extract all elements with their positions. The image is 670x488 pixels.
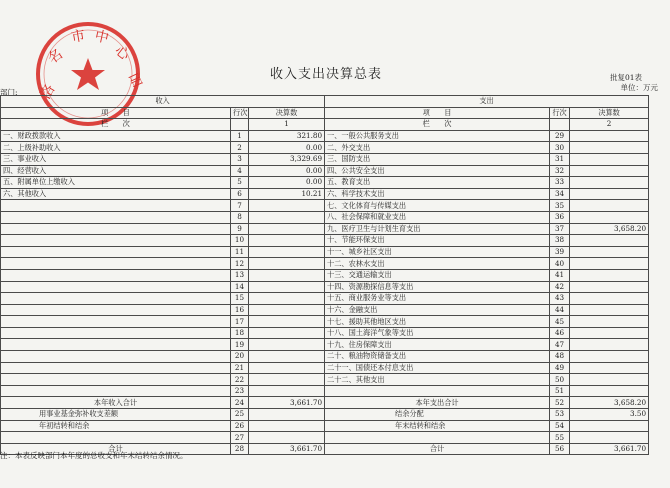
table-row (1, 351, 649, 363)
income-item-cell (1, 258, 231, 270)
income-row-number: 12 (231, 258, 249, 270)
expense-item-cell (325, 432, 550, 444)
table-row (1, 246, 649, 258)
income-item-cell (1, 223, 231, 235)
income-item-cell (1, 432, 231, 444)
expense-col-index: 2 (570, 119, 649, 131)
expense-row-number: 43 (550, 293, 570, 305)
expense-row-number: 48 (550, 351, 570, 363)
expense-amount-cell (570, 258, 649, 270)
income-row-number: 15 (231, 293, 249, 305)
income-row-number: 3 (231, 153, 249, 165)
income-amount-cell (249, 304, 325, 316)
income-row-number: 28 (231, 443, 249, 455)
expense-row-number: 52 (550, 397, 570, 409)
income-row-number: 22 (231, 374, 249, 386)
expense-row-number: 35 (550, 200, 570, 212)
svg-text:市: 市 (69, 27, 87, 46)
table-row (1, 142, 649, 154)
expense-row-number: 34 (550, 188, 570, 200)
income-row-number: 6 (231, 188, 249, 200)
income-row-number: 14 (231, 281, 249, 293)
expense-amount-cell (570, 235, 649, 247)
expense-amount-cell (570, 188, 649, 200)
form-code: 批复01表 (609, 73, 642, 82)
expense-item-cell: 二十二、其他支出 (325, 374, 550, 386)
expense-row-number: 51 (550, 385, 570, 397)
expense-row-number: 32 (550, 165, 570, 177)
expense-row-number: 44 (550, 304, 570, 316)
expense-amount-cell: 3,658.20 (570, 223, 649, 235)
income-amount-cell (249, 293, 325, 305)
expense-item-cell (325, 385, 550, 397)
table-row (1, 165, 649, 177)
expense-amount-cell (570, 281, 649, 293)
expense-amount-cell (570, 200, 649, 212)
income-row-number: 19 (231, 339, 249, 351)
expense-row-number: 50 (550, 374, 570, 386)
income-row-number: 10 (231, 235, 249, 247)
expense-item-cell: 本年支出合计 (325, 397, 550, 409)
table-row (1, 327, 649, 339)
expense-item-cell: 十八、国土海洋气象等支出 (325, 327, 550, 339)
expense-amount-cell: 3,658.20 (570, 397, 649, 409)
income-item-cell (1, 235, 231, 247)
expense-amount-cell (570, 246, 649, 258)
income-amount-cell (249, 235, 325, 247)
income-amount-cell: 0.00 (249, 177, 325, 189)
income-item-cell (1, 374, 231, 386)
income-row-header: 行次 (231, 107, 249, 119)
svg-text:洛: 洛 (37, 81, 59, 102)
expense-item-cell: 六、科学技术支出 (325, 188, 550, 200)
table-row (1, 200, 649, 212)
income-amount-cell (249, 420, 325, 432)
income-item-cell (1, 304, 231, 316)
column-header-row (1, 107, 649, 119)
table-row (1, 374, 649, 386)
income-row-number: 20 (231, 351, 249, 363)
income-amount-cell (249, 362, 325, 374)
income-row-number: 8 (231, 211, 249, 223)
total-row (1, 397, 649, 409)
income-item-cell: 本年收入合计 (1, 397, 231, 409)
income-item-cell (1, 246, 231, 258)
income-amount-cell: 0.00 (249, 142, 325, 154)
income-amount-cell (249, 246, 325, 258)
table-row (1, 316, 649, 328)
income-row-number: 7 (231, 200, 249, 212)
expense-row-number: 38 (550, 235, 570, 247)
expense-row-number: 41 (550, 269, 570, 281)
table-row (1, 385, 649, 397)
expense-item-cell: 十三、交通运输支出 (325, 269, 550, 281)
expense-row-number: 56 (550, 443, 570, 455)
total-row (1, 420, 649, 432)
income-item-cell: 一、财政拨款收入 (1, 130, 231, 142)
income-amount-cell (249, 200, 325, 212)
income-row-number: 18 (231, 327, 249, 339)
income-item-cell: 年初结转和结余 (1, 420, 231, 432)
income-item-cell: 合计 (1, 443, 231, 455)
expense-row-number: 45 (550, 316, 570, 328)
expense-amount-cell (570, 327, 649, 339)
income-amount-header: 决算数 (249, 107, 325, 119)
expense-amount-cell (570, 316, 649, 328)
expense-amount-cell (570, 432, 649, 444)
income-row-number: 5 (231, 177, 249, 189)
income-row-number: 24 (231, 397, 249, 409)
income-item-cell (1, 200, 231, 212)
income-amount-cell (249, 211, 325, 223)
svg-text:心: 心 (111, 42, 133, 64)
expense-amount-cell (570, 374, 649, 386)
income-item-cell (1, 327, 231, 339)
table-row (1, 269, 649, 281)
expense-amount-cell (570, 165, 649, 177)
income-amount-cell: 3,661.70 (249, 397, 325, 409)
table-row (1, 281, 649, 293)
svg-text:名: 名 (45, 46, 66, 68)
income-item-cell: 用事业基金弥补收支差额 (1, 409, 231, 421)
expense-item-cell: 二十一、国债还本付息支出 (325, 362, 550, 374)
income-amount-cell (249, 374, 325, 386)
expense-item-header: 项 目 (325, 107, 550, 119)
svg-text:中: 中 (93, 28, 111, 47)
expense-item-cell: 十六、金融支出 (325, 304, 550, 316)
income-amount-cell (249, 258, 325, 270)
income-row-number: 26 (231, 420, 249, 432)
expense-amount-cell (570, 293, 649, 305)
expense-row-number: 30 (550, 142, 570, 154)
expense-item-cell: 十、节能环保支出 (325, 235, 550, 247)
expense-item-cell: 二十、粮油物资储备支出 (325, 351, 550, 363)
expense-item-cell: 二、外交支出 (325, 142, 550, 154)
section-header-row (1, 96, 649, 108)
income-item-cell: 四、经营收入 (1, 165, 231, 177)
income-amount-cell (249, 281, 325, 293)
income-amount-cell (249, 409, 325, 421)
expense-item-cell: 十五、商业服务业等支出 (325, 293, 550, 305)
expense-amount-cell (570, 304, 649, 316)
expense-col-label: 栏 次 (325, 119, 550, 131)
expense-amount-cell (570, 339, 649, 351)
expense-amount-cell (570, 142, 649, 154)
expense-row-number: 49 (550, 362, 570, 374)
expense-row-number: 29 (550, 130, 570, 142)
expense-item-cell: 一、一般公共服务支出 (325, 130, 550, 142)
income-item-cell: 二、上级补助收入 (1, 142, 231, 154)
expense-row-number: 46 (550, 327, 570, 339)
expense-amount-cell (570, 269, 649, 281)
income-row-number: 21 (231, 362, 249, 374)
table-row (1, 153, 649, 165)
expense-amount-cell: 3.50 (570, 409, 649, 421)
table-row (1, 188, 649, 200)
expense-item-cell: 年末结转和结余 (325, 420, 550, 432)
expense-item-cell: 结余分配 (325, 409, 550, 421)
expense-amount-cell (570, 153, 649, 165)
income-amount-cell (249, 316, 325, 328)
expense-amount-cell (570, 385, 649, 397)
expense-item-cell: 十四、资源勘探信息等支出 (325, 281, 550, 293)
income-item-cell (1, 269, 231, 281)
income-item-header: 项 目 (1, 107, 231, 119)
income-header: 收入 (1, 96, 325, 108)
income-item-cell (1, 351, 231, 363)
expense-row-number: 55 (550, 432, 570, 444)
income-amount-cell: 10.21 (249, 188, 325, 200)
department-label: 部门: (0, 88, 18, 97)
income-row-number: 16 (231, 304, 249, 316)
expense-row-number: 54 (550, 420, 570, 432)
income-row-number: 25 (231, 409, 249, 421)
income-row-number: 23 (231, 385, 249, 397)
expense-item-cell: 七、文化体育与传媒支出 (325, 200, 550, 212)
svg-text:吅: 吅 (124, 70, 145, 91)
table-row (1, 235, 649, 247)
table-row (1, 177, 649, 189)
expense-row-header: 行次 (550, 107, 570, 119)
income-row-number: 9 (231, 223, 249, 235)
expense-amount-cell (570, 420, 649, 432)
column-index-row (1, 119, 649, 131)
income-amount-cell (249, 269, 325, 281)
income-amount-cell (249, 327, 325, 339)
income-row-number: 11 (231, 246, 249, 258)
expense-row-number: 33 (550, 177, 570, 189)
income-row-number: 17 (231, 316, 249, 328)
table-row (1, 339, 649, 351)
total-row (1, 432, 649, 444)
income-amount-cell: 0.00 (249, 165, 325, 177)
income-item-cell: 六、其他收入 (1, 188, 231, 200)
expense-item-cell: 十七、援助其他地区支出 (325, 316, 550, 328)
expense-amount-cell (570, 351, 649, 363)
income-amount-cell: 3,329.69 (249, 153, 325, 165)
income-amount-cell (249, 223, 325, 235)
income-row-number: 4 (231, 165, 249, 177)
total-row (1, 409, 649, 421)
expense-row-number: 31 (550, 153, 570, 165)
expense-row-number: 42 (550, 281, 570, 293)
expense-item-cell: 九、医疗卫生与计划生育支出 (325, 223, 550, 235)
expense-amount-header: 决算数 (570, 107, 649, 119)
income-item-cell (1, 281, 231, 293)
income-amount-cell (249, 432, 325, 444)
income-row-number: 2 (231, 142, 249, 154)
expense-item-cell: 十二、农林水支出 (325, 258, 550, 270)
unit-label: 单位：万元 (620, 83, 658, 92)
table-row (1, 362, 649, 374)
expense-amount-cell: 3,661.70 (570, 443, 649, 455)
income-item-cell: 三、事业收入 (1, 153, 231, 165)
table-row (1, 258, 649, 270)
table-row (1, 304, 649, 316)
income-amount-cell (249, 385, 325, 397)
income-row-number: 27 (231, 432, 249, 444)
expense-amount-cell (570, 211, 649, 223)
expense-item-cell: 十一、城乡社区支出 (325, 246, 550, 258)
income-item-cell (1, 385, 231, 397)
expense-row-number: 53 (550, 409, 570, 421)
income-item-cell (1, 211, 231, 223)
expense-item-cell: 十九、住房保障支出 (325, 339, 550, 351)
income-row-number: 13 (231, 269, 249, 281)
footnote: 注：本表反映部门本年度的总收支和年末结转结余情况。 (0, 451, 188, 460)
expense-item-cell: 五、教育支出 (325, 177, 550, 189)
expense-row-number: 37 (550, 223, 570, 235)
expense-row-number: 40 (550, 258, 570, 270)
table-row (1, 223, 649, 235)
expense-row-number: 47 (550, 339, 570, 351)
expense-header: 支出 (325, 96, 649, 108)
income-amount-cell: 3,661.70 (249, 443, 325, 455)
expense-row-number: 36 (550, 211, 570, 223)
income-item-cell (1, 339, 231, 351)
income-amount-cell (249, 351, 325, 363)
expense-item-cell: 四、公共安全支出 (325, 165, 550, 177)
income-amount-cell: 321.80 (249, 130, 325, 142)
table-row (1, 293, 649, 305)
income-expense-table (0, 95, 649, 455)
income-col-index: 1 (249, 119, 325, 131)
income-col-label: 栏 次 (1, 119, 231, 131)
table-row (1, 211, 649, 223)
table-row (1, 130, 649, 142)
income-item-cell (1, 362, 231, 374)
expense-amount-cell (570, 362, 649, 374)
expense-amount-cell (570, 177, 649, 189)
expense-item-cell: 三、国防支出 (325, 153, 550, 165)
income-amount-cell (249, 339, 325, 351)
income-row-number: 1 (231, 130, 249, 142)
income-item-cell (1, 293, 231, 305)
expense-row-number: 39 (550, 246, 570, 258)
report-title: 收入支出决算总表 (270, 67, 383, 82)
expense-amount-cell (570, 130, 649, 142)
income-item-cell (1, 316, 231, 328)
income-item-cell: 五、附属单位上缴收入 (1, 177, 231, 189)
expense-item-cell: 合计 (325, 443, 550, 455)
expense-item-cell: 八、社会保障和就业支出 (325, 211, 550, 223)
